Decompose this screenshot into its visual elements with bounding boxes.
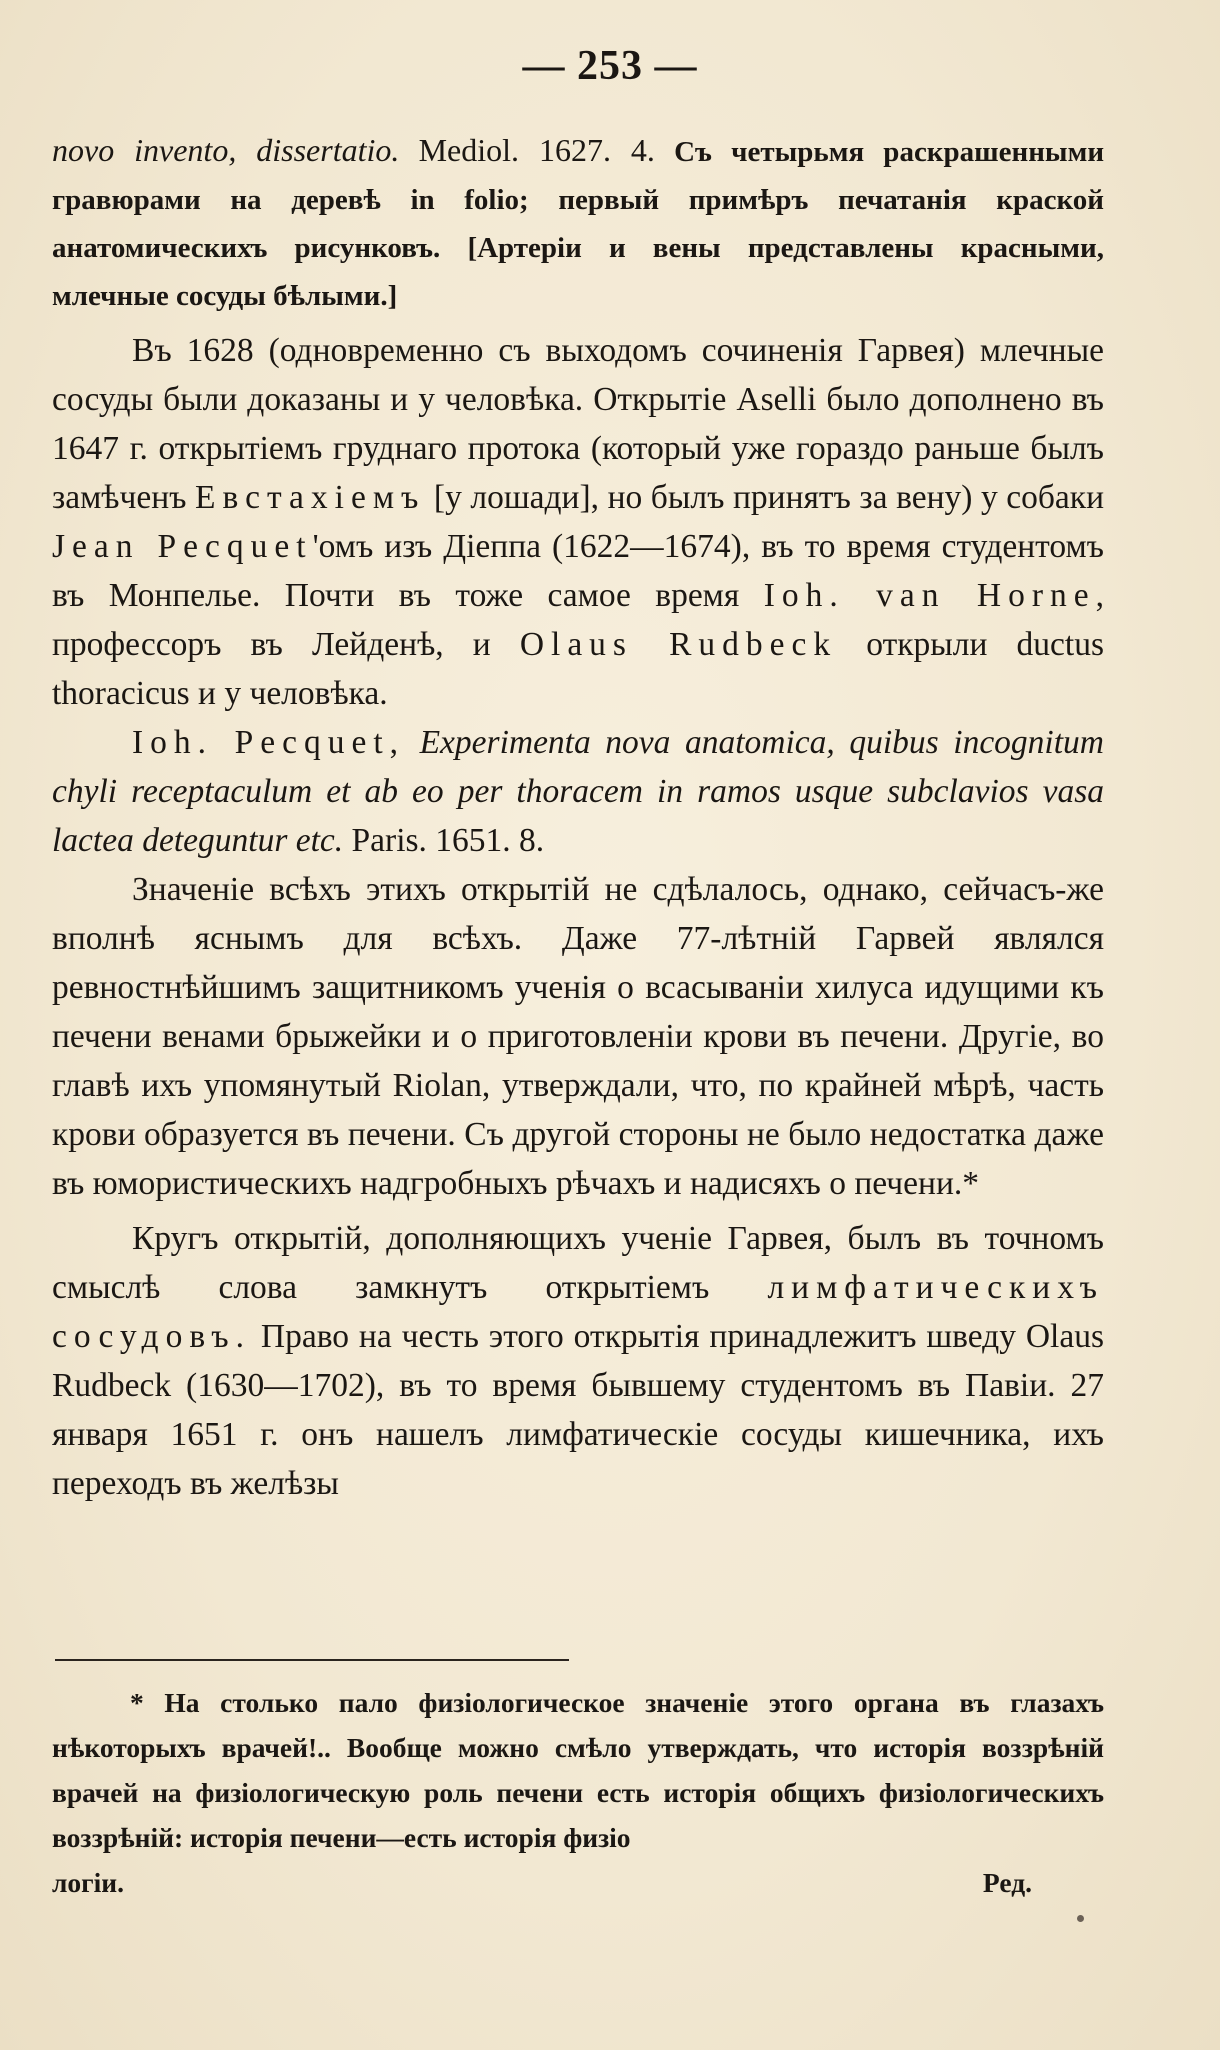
citation-author: Ioh. Pecquet, <box>132 724 406 761</box>
name-eustachius: Евстахіемъ <box>195 479 426 516</box>
editor-signature: Ред. <box>982 1867 1032 1898</box>
footnote-text <box>52 1680 1104 1860</box>
name-pecquet: Jean Pecquet <box>52 528 313 565</box>
text-segment: открыли ductus thoracicus и у человѣка. <box>52 626 1105 712</box>
text-segment: , профессоръ въ Лейденѣ, и <box>52 577 1105 663</box>
main-text <box>52 126 1104 1508</box>
name-rudbeck: Olaus Rudbeck <box>519 626 838 663</box>
footnote-end: логіи. <box>52 1867 125 1898</box>
text-segment: 'омъ изъ Діеппа (1622—1674), въ то время студентомъ въ Монпелье. Почти въ тоже самое время <box>52 528 1104 614</box>
citation-reference: Paris. 1651. 8. <box>351 822 545 859</box>
footnote-divider <box>55 1659 569 1661</box>
publication-reference: Mediol. 1627. 4. <box>418 132 655 168</box>
paragraph-significance <box>52 865 1104 1208</box>
paragraph-bibliography-continuation <box>52 126 1104 320</box>
bibliography-note: Съ четырьмя раскрашенными гравюрами на деревѣ in folio; первый примѣръ печатанія краской анатомическихъ рисунковъ. [Артеріи и вены представлены красными, млечные сосуды бѣлыми.] <box>52 136 1105 312</box>
ink-speck <box>1077 1915 1084 1922</box>
page-number: — 253 — <box>522 43 698 89</box>
paragraph-lacteals <box>52 326 1104 718</box>
footnote-last-line <box>52 1860 1104 1905</box>
latin-title-continuation: novo invento, dissertatio. <box>52 132 400 168</box>
text-segment: Право на честь этого открытія принадлежитъ шведу Olaus Rudbeck (1630—1702), въ то время бывшему студентомъ въ Павіи. 27 января 1651 г. онъ нашелъ лимфатическіе сосуды кишечника, ихъ переходъ въ желѣзы <box>52 1318 1105 1502</box>
paragraph-lymphatics <box>52 1214 1104 1508</box>
paragraph-pecquet-citation <box>52 718 1104 865</box>
citation-title: Experimenta nova anatomica, quibus incognitum chyli receptaculum et ab eo per thoracem in ramos usque subclavios vasa lactea deteguntur etc. <box>52 724 1104 859</box>
text-segment: [у лошади], но былъ принятъ за вену) у собаки <box>433 479 1104 516</box>
name-van-horne: Ioh. van Horne <box>763 577 1096 614</box>
text-segment: Въ 1628 (одновременно съ выходомъ сочиненія Гарвея) млечные сосуды были доказаны и у человѣка. Открытіе Aselli было дополнено въ 1647 г. открытіемъ груднаго протока (который уже гораздо раньше былъ замѣченъ <box>52 332 1104 516</box>
emphasis-lymphatic-vessels: лимфатическихъ сосудовъ. <box>52 1269 1104 1355</box>
footnote-body: * На столько пало физіологическое значеніе этого органа въ глазахъ нѣкоторыхъ врачей!.. Вообще можно смѣло утверждать, что исторія воззрѣній врачей на физіологическую роль печени есть исторія общихъ физіологическихъ воззрѣній: исторія печени—есть исторія физіо <box>52 1687 1104 1853</box>
text-segment: Значеніе всѣхъ этихъ открытій не сдѣлалось, однако, сейчасъ-же вполнѣ яснымъ для всѣхъ. Даже 77-лѣтній Гарвей являлся ревностнѣйшимъ защитникомъ ученія о всасываніи хилуса идущими къ печени венами брыжейки и о приготовленіи крови въ печени. Другіе, во главѣ ихъ упомянутый Riolan, утверждали, что, по крайней мѣрѣ, часть крови образуется въ печени. Съ другой стороны не было недостатка даже въ юмористическихъ надгробныхъ рѣчахъ и надисяхъ о печени.* <box>52 871 1104 1202</box>
footnote <box>52 1680 1104 1905</box>
text-segment: Кругъ открытій, дополняющихъ ученіе Гарвея, былъ въ точномъ смыслѣ слова замкнутъ открытіемъ <box>52 1220 1104 1306</box>
